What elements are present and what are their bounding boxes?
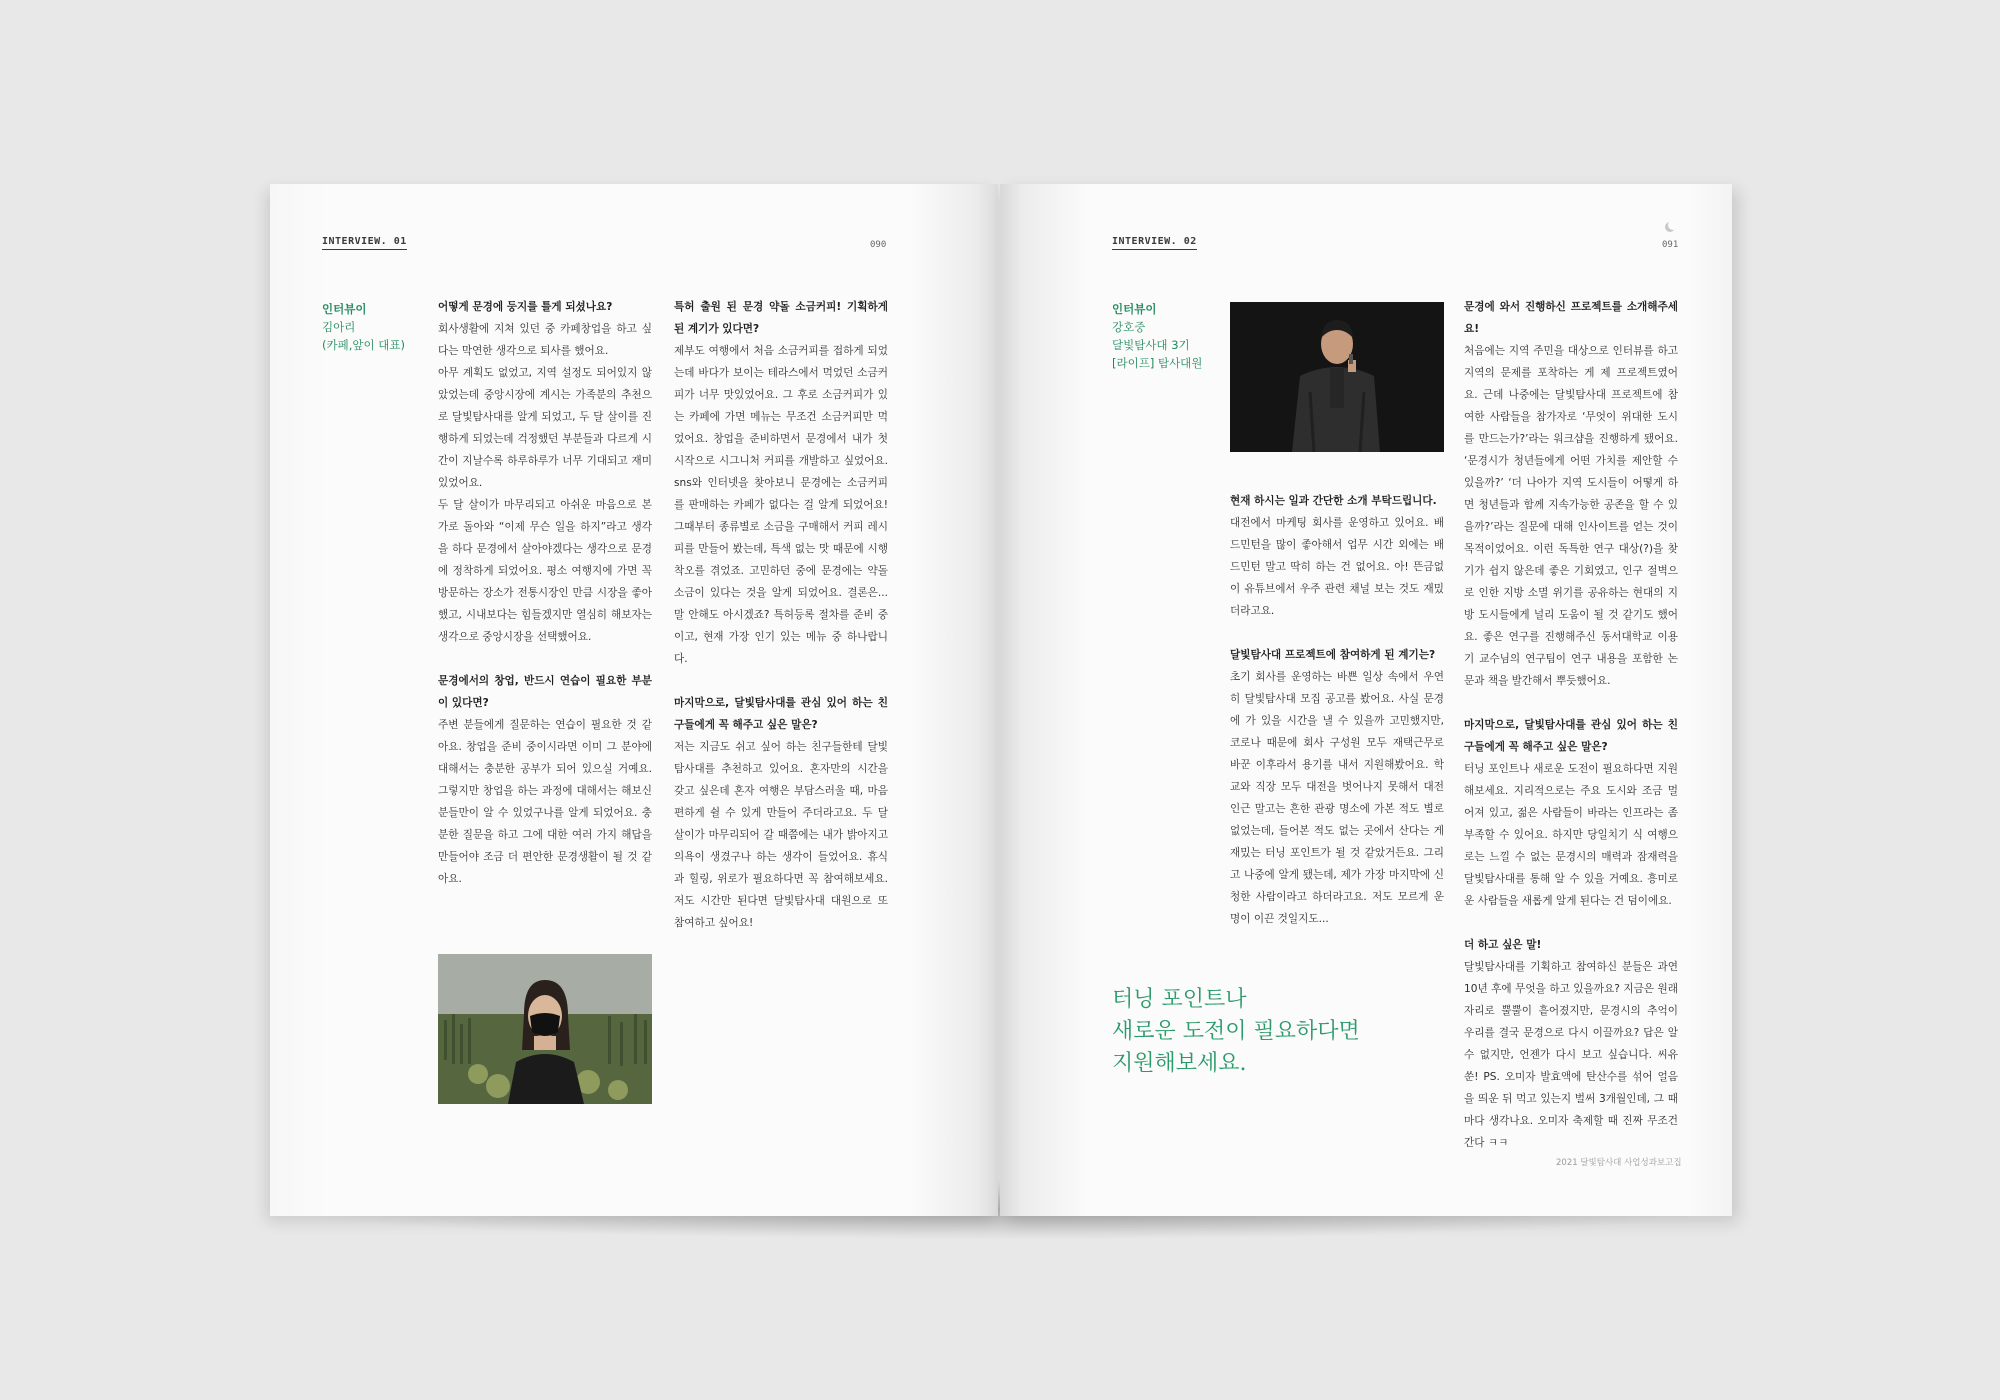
answer: 주변 분들에게 질문하는 연습이 필요한 것 같아요. 창업을 준비 중이시라면 이미 그 분야에 대해서는 충분한 공부가 되어 있으실 거예요. 그렇지만 창업을 하는 과정에 대해서는 해보신 분들만이 알 수 있었구나를 알게 되었어요. 충분한 질문을 하고 그에 대한 여러 가지 해답을 만들어야 조금 더 편안한 문경생활이 될 것 같아요.	[438, 719, 652, 885]
left-column-2	[674, 296, 888, 934]
question: 더 하고 싶은 말!	[1464, 939, 1542, 951]
profile-team: 달빛탐사대 3기	[1112, 338, 1190, 352]
page-number: 090	[870, 240, 887, 250]
right-column-2	[1464, 296, 1678, 1154]
interviewee-photo	[438, 954, 652, 1104]
question: 달빛탐사대 프로젝트에 참여하게 된 계기는?	[1230, 649, 1436, 661]
page-footer: 2021 달빛탐사대 사업성과보고집	[1556, 1158, 1682, 1168]
profile-role: [라이프] 탐사대원	[1112, 356, 1203, 370]
answer: 아무 계획도 없었고, 지역 설정도 되어있지 않았었는데 중앙시장에 계시는 가족분의 추천으로 달빛탐사대를 알게 되었고, 두 달 살이를 진행하게 되었는데 걱정했던 부분들과 다르게 시간이 지날수록 하루하루가 너무 기대되고 재미있었어요.	[438, 367, 652, 489]
pull-quote-line: 터닝 포인트나	[1112, 987, 1247, 1012]
question: 특허 출원 된 문경 약돌 소금커피! 기획하게 된 계기가 있다면?	[674, 301, 888, 335]
section-label: INTERVIEW. 01	[322, 236, 407, 250]
interviewee-photo	[1230, 302, 1444, 452]
pull-quote	[1112, 984, 1412, 1080]
answer: 대전에서 마케팅 회사를 운영하고 있어요. 배드민턴을 많이 좋아해서 업무 시간 외에는 배드민턴 말고 딱히 하는 건 없어요. 아! 뜬금없이 유튜브에서 우주 관련 채널 보는 것도 재밌더라고요.	[1230, 517, 1444, 617]
photo-illustration	[1230, 302, 1444, 452]
right-page	[1000, 184, 1732, 1216]
answer: 터닝 포인트나 새로운 도전이 필요하다면 지원해보세요. 지리적으로는 주요 도시와 조금 멀어져 있고, 젊은 사람들이 바라는 인프라는 좀 부족할 수 있어요. 하지만 당일치기 식 여행으로는 느낄 수 없는 문경시의 매력과 잠재력을 달빛탐사대를 통해 알 수 있을 거예요. 흥미로운 사람들을 새롭게 알게 된다는 건 덤이에요.	[1464, 763, 1678, 907]
pull-quote-line: 지원해보세요.	[1112, 1051, 1247, 1076]
interviewee-profile	[1112, 300, 1222, 372]
question: 문경에서의 창업, 반드시 연습이 필요한 부분이 있다면?	[438, 675, 652, 709]
left-page	[270, 184, 998, 1216]
profile-name: 강호중	[1112, 320, 1146, 334]
interviewee-profile	[322, 300, 412, 354]
question: 어떻게 문경에 둥지를 틀게 되셨나요?	[438, 301, 613, 313]
section-label: INTERVIEW. 02	[1112, 236, 1197, 250]
answer: 제부도 여행에서 처음 소금커피를 접하게 되었는데 바다가 보이는 테라스에서 먹었던 소금커피가 너무 맛있었어요. 그 후로 소금커피가 있는 카페에 가면 메뉴는 무조건 소금커피만 먹었어요. 창업을 준비하면서 문경에서 내가 첫 시작으로 시그니처 커피를 개발하고 싶었어요. sns와 인터넷을 찾아보니 문경에는 소금커피를 판매하는 카페가 없다는 걸 알게 되었어요! 그때부터 종류별로 소금을 구매해서 커피 레시피를 만들어 봤는데, 특색 없는 맛 때문에 시행착오를 겪었죠. 고민하던 중에 문경에는 약돌 소금이 있다는 것을 알게 되었어요. 결론은...말 안해도 아시겠죠? 특허등록 절차를 준비 중이고, 현재 가장 인기 있는 메뉴 중 하나랍니다.	[674, 345, 888, 665]
moon-icon	[1668, 220, 1678, 230]
profile-lead: 인터뷰이	[322, 302, 367, 316]
profile-role: (카페,앞이 대표)	[322, 338, 405, 352]
question: 마지막으로, 달빛탐사대를 관심 있어 하는 친구들에게 꼭 해주고 싶은 말은?	[1464, 719, 1678, 753]
profile-lead: 인터뷰이	[1112, 302, 1157, 316]
answer: 두 달 살이가 마무리되고 아쉬운 마음으로 본가로 돌아와 “이제 무슨 일을 하지”라고 생각을 하다 문경에서 살아야겠다는 생각으로 문경에 정착하게 되었어요. 평소 여행지에 가면 꼭 방문하는 장소가 전통시장인 만큼 시장을 좋아했고, 시내보다는 힘들겠지만 열심히 해보자는 생각으로 중앙시장을 선택했어요.	[438, 499, 652, 643]
right-column-1	[1230, 490, 1444, 930]
answer: 회사생활에 지쳐 있던 중 카페창업을 하고 싶다는 막연한 생각으로 퇴사를 했어요.	[438, 323, 652, 357]
answer: 처음에는 지역 주민을 대상으로 인터뷰를 하고 지역의 문제를 포착하는 게 제 프로젝트였어요. 근데 나중에는 달빛탐사대 프로젝트에 참여한 사람들을 참가자로 ‘무엇이 위대한 도시를 만드는가?’라는 워크샵을 진행하게 됐어요. ‘문경시가 청년들에게 어떤 가치를 제안할 수 있을까?’ ‘더 나아가 지역 도시들이 어떻게 하면 청년들과 함께 지속가능한 공존을 할 수 있을까?’라는 질문에 대해 인사이트를 얻는 것이 목적이었어요. 이런 독특한 연구 대상(?)을 찾기가 쉽지 않은데 좋은 기회였고, 인구 절벽으로 인한 지방 소멸 위기를 공유하는 현대의 지방 도시들에게 널리 도움이 될 것 같기도 했어요. 좋은 연구를 진행해주신 동서대학교 이용기 교수님의 연구팀이 연구 내용을 포함한 논문과 책을 발간해서 뿌듯했어요.	[1464, 345, 1678, 687]
photo-illustration	[438, 954, 652, 1104]
left-column-1	[438, 296, 652, 890]
page-number: 091	[1662, 240, 1679, 250]
question: 문경에 와서 진행하신 프로젝트를 소개해주세요!	[1464, 301, 1678, 335]
profile-name: 김아리	[322, 320, 356, 334]
question: 마지막으로, 달빛탐사대를 관심 있어 하는 친구들에게 꼭 해주고 싶은 말은?	[674, 697, 888, 731]
answer: 달빛탐사대를 기획하고 참여하신 분들은 과연 10년 후에 무엇을 하고 있을까요? 지금은 원래 자리로 뿔뿔이 흩어졌지만, 문경시의 추억이 우리를 결국 문경으로 다시 이끌까요? 답은 알 수 없지만, 언젠가 다시 보고 싶습니다. 씨유쑨! PS. 오미자 발효액에 탄산수를 섞어 얼음을 띄운 뒤 먹고 있는지 벌써 3개월인데, 그 때마다 생각나요. 오미자 축제할 때 진짜 무조건 간다 ㅋㅋ	[1464, 961, 1678, 1149]
answer: 초기 회사를 운영하는 바쁜 일상 속에서 우연히 달빛탐사대 모집 공고를 봤어요. 사실 문경에 가 있을 시간을 낼 수 있을까 고민했지만, 코로나 때문에 회사 구성원 모두 재택근무로 바꾼 이후라서 용기를 내서 지원해봤어요. 학교와 직장 모두 대전을 벗어나지 못해서 대전 인근 말고는 흔한 관광 명소에 가본 적도 별로 없었는데, 들어본 적도 없는 곳에서 산다는 게 재밌는 터닝 포인트가 될 것 같았거든요. 그리고 나중에 알게 됐는데, 제가 가장 마지막에 신청한 사람이라고 하더라고요. 저도 모르게 운명이 이끈 것일지도...	[1230, 671, 1444, 925]
pull-quote-line: 새로운 도전이 필요하다면	[1112, 1019, 1360, 1044]
question: 현재 하시는 일과 간단한 소개 부탁드립니다.	[1230, 495, 1437, 507]
answer: 저는 지금도 쉬고 싶어 하는 친구들한테 달빛탐사대를 추천하고 있어요. 혼자만의 시간을 갖고 싶은데 혼자 여행은 부담스러울 때, 마음 편하게 쉴 수 있게 만들어 주더라고요. 두 달 살이가 마무리되어 갈 때쯤에는 내가 밝아지고 의욕이 생겼구나 하는 생각이 들었어요. 휴식과 힐링, 위로가 필요하다면 꼭 참여해보세요. 저도 시간만 된다면 달빛탐사대 대원으로 또 참여하고 싶어요!	[674, 741, 888, 929]
